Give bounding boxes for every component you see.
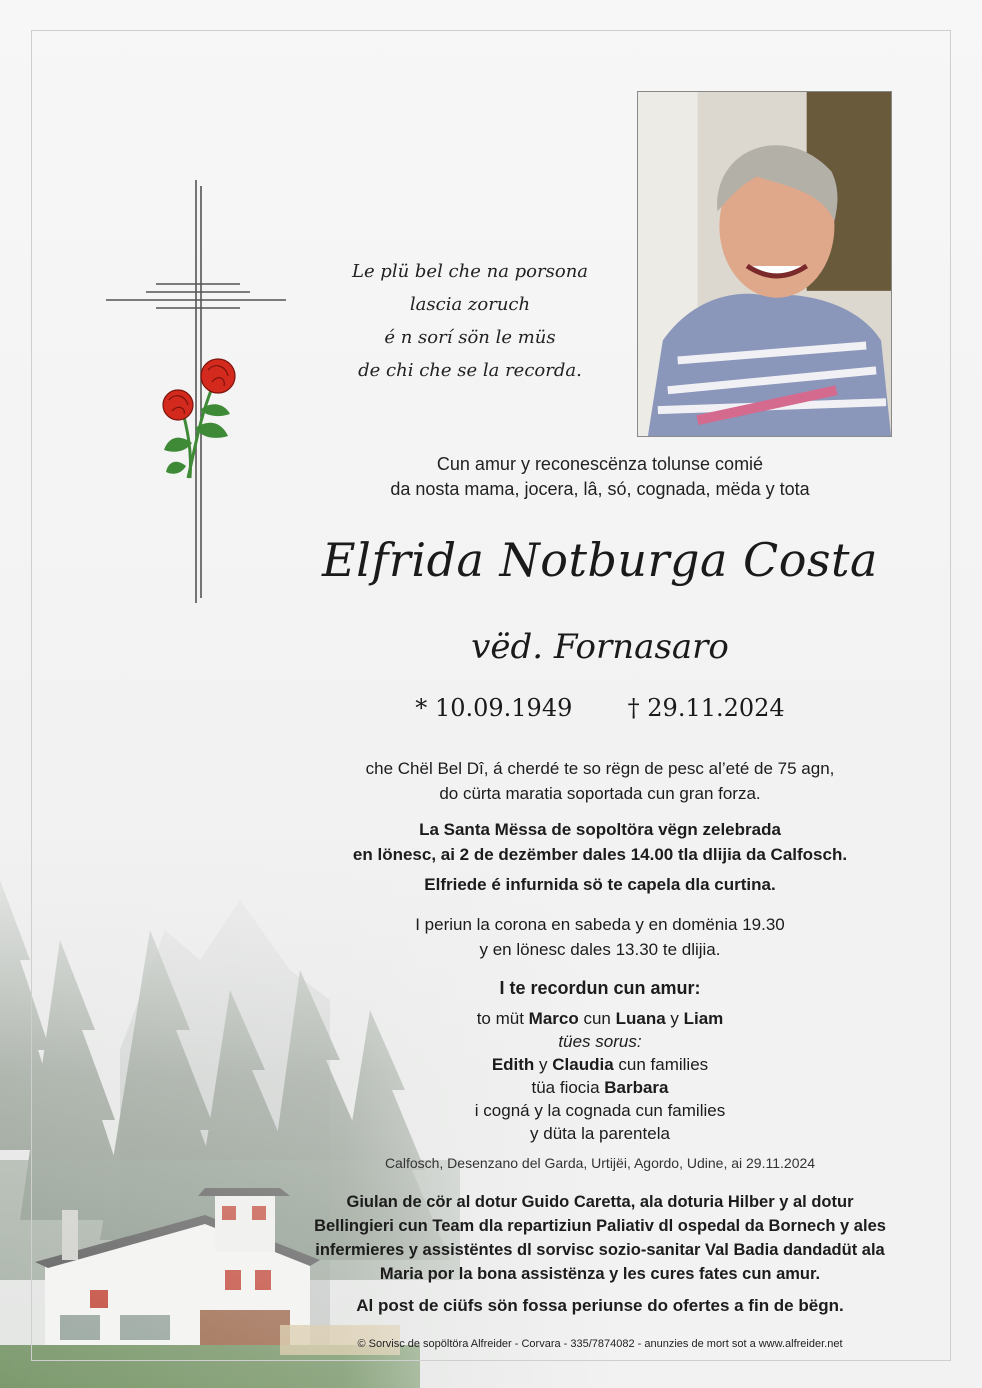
farewell-intro xyxy=(230,452,970,502)
rosary-info xyxy=(230,912,970,962)
flowers-donation-note: Al post de ciüfs sön fossa periunse do ofertes a fin de bëgn. xyxy=(356,1296,844,1315)
footer-credit: © Sorvisc de sopöltöra Alfreider - Corvara - 335/7874082 - anunzies de mort sot a www.alfreider.net xyxy=(357,1338,843,1350)
poem-line: lascia zoruch xyxy=(409,294,531,315)
mourners-heading: I te recordun cun amur: xyxy=(499,978,701,998)
life-dates xyxy=(230,691,970,725)
mourners-list xyxy=(230,1007,970,1145)
poem-line: é n sorí sön le müs xyxy=(384,327,556,348)
death-notice-text xyxy=(230,756,970,806)
poem-line: de chi che se la recorda. xyxy=(358,360,582,381)
mourner-row: y düta la parentela xyxy=(530,1124,670,1143)
text-line: do cürta maratia soportada cun gran forza. xyxy=(439,784,761,803)
text-line: en lönesc, ai 2 de dezëmber dales 14.00 tla dlijia da Calfosch. xyxy=(352,845,848,864)
deceased-name: Elfrida Notburga Costa xyxy=(322,533,878,587)
mourner-row: i cogná y la cognada cun families xyxy=(474,1101,726,1120)
text-line: infermieres y assistëntes dl sorvisc sozio-sanitar Val Badia dandadüt ala xyxy=(315,1241,885,1259)
text-line: y en lönesc dales 13.30 te dlijia. xyxy=(479,940,721,959)
text: to müt xyxy=(476,1009,529,1028)
mourner-name: Edith xyxy=(491,1055,535,1074)
mourner-row xyxy=(230,1053,970,1076)
mourner-name: Liam xyxy=(683,1009,724,1028)
text: y xyxy=(534,1055,553,1074)
text-line: La Santa Mëssa de sopoltöra vëgn zelebrada xyxy=(419,820,781,839)
text: cun xyxy=(578,1009,616,1028)
roses-icon xyxy=(163,359,235,478)
birth-date: 10.09.1949 xyxy=(434,694,573,722)
text-line: che Chël Bel Dî, á cherdé te so rëgn de pesc al’eté de 75 agn, xyxy=(365,759,835,778)
mourner-name: Claudia xyxy=(552,1055,614,1074)
mourner-row: tües sorus: xyxy=(558,1032,642,1051)
text-line: I periun la corona en sabeda y en domënia 19.30 xyxy=(415,915,785,934)
birth-symbol: * xyxy=(415,694,428,722)
mourner-row xyxy=(230,1007,970,1030)
death-date: 29.11.2024 xyxy=(647,694,785,722)
text-line: Bellingieri cun Team dla repartiziun Paliativ dl ospedal da Bornech y ales xyxy=(314,1217,886,1235)
mourner-row xyxy=(230,1076,970,1099)
intro-line: Cun amur y reconescënza tolunse comié xyxy=(436,454,764,474)
funeral-mass-info xyxy=(230,817,970,867)
intro-line: da nosta mama, jocera, lâ, só, cognada, mëda y tota xyxy=(390,479,810,499)
chapel-info: Elfriede é infurnida sö te capela dla curtina. xyxy=(424,875,776,894)
mourner-name: Marco xyxy=(528,1009,579,1028)
text-line: Maria por la bona assistënza y les cures fates cun amur. xyxy=(379,1265,821,1283)
memorial-poem xyxy=(300,255,640,387)
death-cross-symbol: † xyxy=(627,694,640,722)
text: tüa fiocia xyxy=(531,1078,605,1097)
text-line: Giulan de cör al dotur Guido Caretta, ala doturia Hilber y al dotur xyxy=(346,1193,854,1211)
mourner-name: Barbara xyxy=(604,1078,669,1097)
mourner-name: Luana xyxy=(615,1009,666,1028)
portrait-photo xyxy=(637,91,892,437)
places-and-date: Calfosch, Desenzano del Garda, Urtijëi, Agordo, Udine, ai 29.11.2024 xyxy=(384,1155,816,1171)
text: y xyxy=(665,1009,684,1028)
acknowledgements xyxy=(230,1190,970,1286)
text: cun families xyxy=(613,1055,709,1074)
poem-line: Le plü bel che na porsona xyxy=(351,261,589,282)
maiden-name: vëd. Fornasaro xyxy=(471,627,729,667)
